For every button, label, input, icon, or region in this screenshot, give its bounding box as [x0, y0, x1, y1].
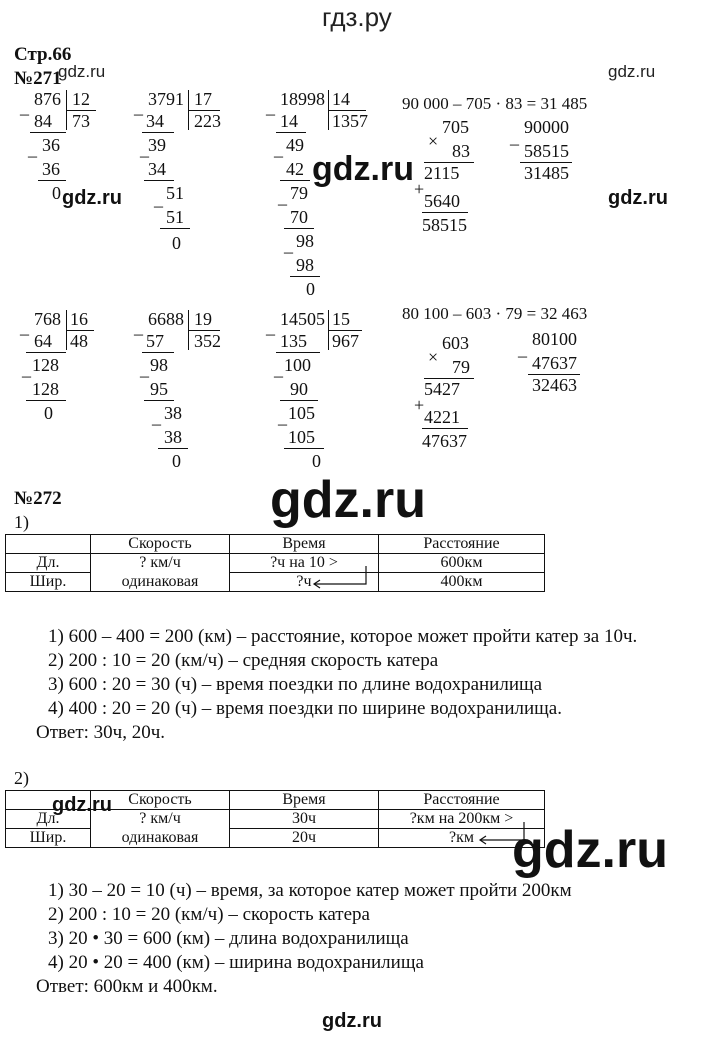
solution-step: 1) 30 – 20 = 10 (ч) – время, за которое катер может пройти 200км: [48, 880, 572, 901]
division-step: 98: [296, 255, 314, 275]
table-header-cell: Расстояние: [379, 791, 545, 810]
expression-1: 90 000 – 705 · 83 = 31 485: [402, 94, 588, 113]
solution-step: 4) 400 : 20 = 20 (ч) – время поездки по ширине водохранилища.: [48, 698, 562, 719]
division-step: 135: [280, 331, 307, 351]
table-header-cell: Расстояние: [379, 535, 545, 554]
divisor: 17: [194, 89, 212, 109]
dividend: 14505: [280, 309, 325, 329]
quotient: 967: [332, 331, 359, 351]
division-step: 98: [150, 355, 168, 375]
minus-sign: _: [278, 407, 287, 427]
table-cell-text: ?ч на 10 >: [270, 554, 338, 571]
quotient: 48: [70, 331, 88, 351]
dividend: 6688: [148, 309, 184, 329]
watermark: gdz.ru: [608, 187, 668, 209]
division-remainder: 0: [306, 279, 315, 299]
plus-sign: +: [414, 179, 425, 199]
minus-sign: _: [154, 189, 163, 209]
minus-sign: _: [20, 317, 29, 337]
division-step: 38: [164, 427, 182, 447]
dividend: 768: [34, 309, 61, 329]
division-step: 84: [34, 111, 52, 131]
answer: Ответ: 30ч, 20ч.: [36, 722, 166, 743]
division-step: 105: [288, 403, 315, 423]
table-part-2: [5, 790, 545, 848]
part-2-label: 2): [14, 768, 29, 788]
times-sign: ×: [428, 131, 439, 151]
division-step: 42: [286, 159, 304, 179]
watermark: gdz.ru: [312, 150, 414, 188]
table-row: [6, 829, 545, 848]
subtrahend: 58515: [524, 141, 569, 161]
table-cell: Дл.: [6, 554, 91, 573]
factor: 603: [442, 333, 469, 353]
partial-product: 5640: [424, 191, 460, 211]
table-part-1: [5, 534, 545, 592]
division-remainder: 0: [312, 451, 321, 471]
quotient: 352: [194, 331, 221, 351]
divisor: 16: [70, 309, 88, 329]
expression-2: 80 100 – 603 · 79 = 32 463: [402, 304, 588, 323]
minus-sign: _: [152, 407, 161, 427]
table-row: [6, 810, 545, 829]
table-cell: 20ч: [230, 829, 379, 848]
site-header: гдз.ру: [322, 2, 392, 32]
comparison-arrow: [300, 562, 380, 592]
table-row: [6, 573, 545, 592]
watermark: gdz.ru: [52, 794, 112, 816]
divisor: 19: [194, 309, 212, 329]
table-cell: одинаковая: [91, 573, 230, 592]
quotient: 223: [194, 111, 221, 131]
difference: 31485: [524, 163, 569, 183]
product: 58515: [422, 215, 467, 235]
division-step: 51: [166, 183, 184, 203]
table-cell: ?км: [379, 829, 545, 848]
watermark: gdz.ru: [58, 62, 106, 81]
solution-step: 4) 20 • 20 = 400 (км) – ширина водохранилища: [48, 952, 424, 973]
minus-sign: _: [510, 127, 519, 147]
minus-sign: _: [266, 317, 275, 337]
watermark: gdz.ru: [62, 187, 122, 209]
division-step: 14: [280, 111, 298, 131]
partial-product: 4221: [424, 407, 460, 427]
quotient: 1357: [332, 111, 368, 131]
product: 47637: [422, 431, 467, 451]
division-step: 34: [148, 159, 166, 179]
watermark: gdz.ru: [270, 471, 426, 529]
factor: 705: [442, 117, 469, 137]
table-cell: ? км/ч: [91, 810, 230, 829]
table-header-row: [6, 791, 545, 810]
solution-step: 2) 200 : 10 = 20 (км/ч) – средняя скорость катера: [48, 650, 439, 671]
table-cell: 600км: [379, 554, 545, 573]
minus-sign: _: [134, 317, 143, 337]
division-step: 90: [290, 379, 308, 399]
table-cell: одинаковая: [91, 829, 230, 848]
minus-sign: _: [278, 187, 287, 207]
partial-product: 2115: [424, 163, 460, 183]
division-step: 128: [32, 379, 59, 399]
solution-step: 3) 20 • 30 = 600 (км) – длина водохранилища: [48, 928, 409, 949]
table-cell: Дл.: [6, 810, 91, 829]
division-step: 36: [42, 135, 60, 155]
table-header-cell: Время: [230, 791, 379, 810]
minus-sign: _: [274, 139, 283, 159]
plus-sign: +: [414, 395, 425, 415]
comparison-arrow: [470, 818, 540, 848]
dividend: 876: [34, 89, 61, 109]
minus-sign: _: [20, 97, 29, 117]
division-step: 100: [284, 355, 311, 375]
division-remainder: 0: [172, 451, 181, 471]
division-step: 105: [288, 427, 315, 447]
table-header-row: [6, 535, 545, 554]
division-step: 128: [32, 355, 59, 375]
watermark: gdz.ru: [512, 821, 668, 879]
minus-sign: _: [284, 235, 293, 255]
part-1-label: 1): [14, 512, 29, 532]
minus-sign: _: [140, 359, 149, 379]
minus-sign: _: [274, 359, 283, 379]
table-cell: 400км: [379, 573, 545, 592]
table-header-cell: Скорость: [91, 791, 230, 810]
solution-step: 2) 200 : 10 = 20 (км/ч) – скорость катера: [48, 904, 370, 925]
difference: 32463: [532, 375, 577, 395]
division-remainder: 0: [52, 183, 61, 203]
partial-product: 5427: [424, 379, 460, 399]
table-row: [6, 554, 545, 573]
minuend: 90000: [524, 117, 569, 137]
minus-sign: _: [22, 359, 31, 379]
table-header-cell: [6, 791, 91, 810]
table-cell: Шир.: [6, 829, 91, 848]
division-step: 38: [164, 403, 182, 423]
watermark: gdz.ru: [322, 1010, 382, 1032]
division-remainder: 0: [44, 403, 53, 423]
division-step: 64: [34, 331, 52, 351]
division-step: 36: [42, 159, 60, 179]
minus-sign: _: [28, 139, 37, 159]
table-cell: Шир.: [6, 573, 91, 592]
table-header-cell: [6, 535, 91, 554]
divisor: 14: [332, 89, 350, 109]
task-271-label: №271: [14, 68, 62, 89]
division-step: 79: [290, 183, 308, 203]
times-sign: ×: [428, 347, 439, 367]
table-header-cell: Время: [230, 535, 379, 554]
minuend: 80100: [532, 329, 577, 349]
minus-sign: _: [140, 139, 149, 159]
subtrahend: 47637: [532, 353, 577, 373]
dividend: 3791: [148, 89, 184, 109]
quotient: 73: [72, 111, 90, 131]
table-cell: ?ч: [230, 573, 379, 592]
division-step: 98: [296, 231, 314, 251]
solution-step: 1) 600 – 400 = 200 (км) – расстояние, которое может пройти катер за 10ч.: [48, 626, 638, 647]
page-label: Стр.66: [14, 44, 72, 65]
table-cell: ?км на 200км >: [379, 810, 545, 829]
solution-step: 3) 600 : 20 = 30 (ч) – время поездки по длине водохранилища: [48, 674, 543, 695]
factor: 83: [452, 141, 470, 161]
watermark: gdz.ru: [608, 62, 656, 81]
minus-sign: _: [266, 97, 275, 117]
table-cell: ? км/ч: [91, 554, 230, 573]
division-remainder: 0: [172, 233, 181, 253]
answer: Ответ: 600км и 400км.: [36, 976, 218, 997]
division-step: 34: [146, 111, 164, 131]
divisor: 15: [332, 309, 350, 329]
table-cell: 30ч: [230, 810, 379, 829]
divisor: 12: [72, 89, 90, 109]
minus-sign: _: [518, 339, 527, 359]
division-step: 57: [146, 331, 164, 351]
division-step: 51: [166, 207, 184, 227]
factor: 79: [452, 357, 470, 377]
minus-sign: _: [134, 97, 143, 117]
division-step: 49: [286, 135, 304, 155]
division-step: 70: [290, 207, 308, 227]
table-header-cell: Скорость: [91, 535, 230, 554]
dividend: 18998: [280, 89, 325, 109]
division-step: 95: [150, 379, 168, 399]
division-step: 39: [148, 135, 166, 155]
task-272-label: №272: [14, 488, 62, 509]
